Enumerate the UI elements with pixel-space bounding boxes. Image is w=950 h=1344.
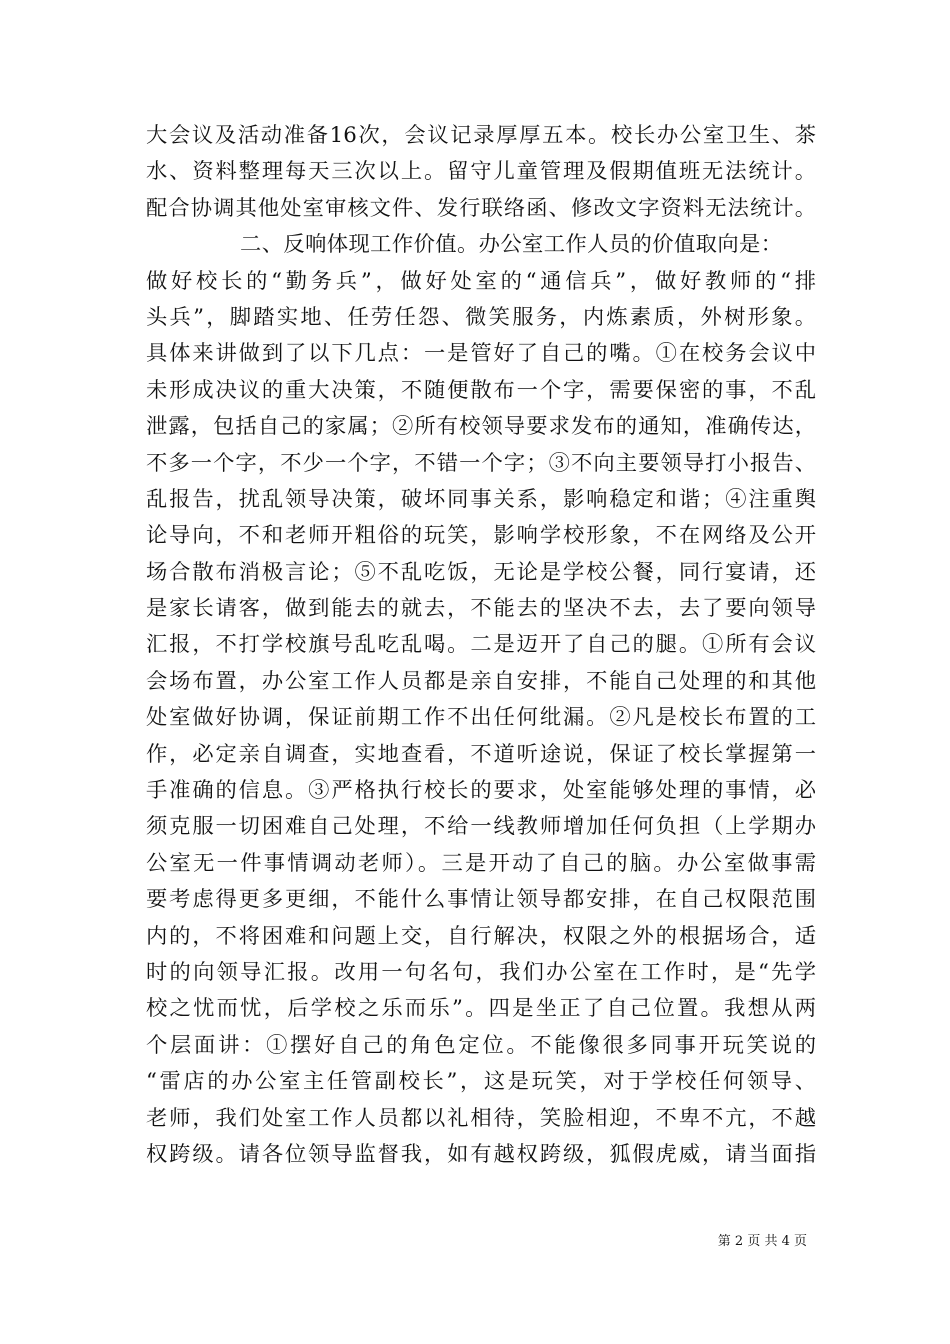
text-line: 论导向，不和老师开粗俗的玩笑，影响学校形象，不在网络及公开 <box>146 523 816 549</box>
text-line: 是家长请客，做到能去的就去，不能去的坚决不去，去了要向领导 <box>146 596 816 622</box>
text-line: 公室无一件事情调动老师）。三是开动了自己的脑。办公室做事需 <box>146 850 816 876</box>
text-line: 处室做好协调，保证前期工作不出任何纰漏。②凡是校长布置的工 <box>146 705 816 731</box>
text-line: 具体来讲做到了以下几点：一是管好了自己的嘴。①在校务会议中 <box>146 341 816 367</box>
page-number: 第 2 页 共 4 页 <box>717 1234 807 1249</box>
text-line: 头兵”，脚踏实地、任劳任怨、微笑服务，内炼素质，外树形象。 <box>146 304 816 330</box>
text-line: 权跨级。请各位领导监督我，如有越权跨级，狐假虎威，请当面指 <box>146 1141 816 1167</box>
text-line: 个层面讲：①摆好自己的角色定位。不能像很多同事开玩笑说的 <box>146 1032 816 1058</box>
text-line: 未形成决议的重大决策，不随便散布一个字，需要保密的事，不乱 <box>146 377 816 403</box>
text-line: 作，必定亲自调查，实地查看，不道听途说，保证了校长掌握第一 <box>146 741 816 767</box>
section-heading-line: 二、反响体现工作价值。办公室工作人员的价值取向是： <box>240 232 783 258</box>
text-line: 乱报告，扰乱领导决策，破坏同事关系，影响稳定和谐；④注重舆 <box>146 486 816 512</box>
text-line: 老师，我们处室工作人员都以礼相待，笑脸相迎，不卑不亢，不越 <box>146 1105 816 1131</box>
text-line: 要考虑得更多更细，不能什么事情让领导都安排，在自己权限范围 <box>146 887 816 913</box>
text-line: 不多一个字，不少一个字，不错一个字；③不向主要领导打小报告、 <box>146 450 816 476</box>
text-line: 内的，不将困难和问题上交，自行解决，权限之外的根据场合，适 <box>146 923 816 949</box>
body-text <box>146 118 816 1173</box>
text-line: 校之忧而忧，后学校之乐而乐”。四是坐正了自己位置。我想从两 <box>146 996 816 1022</box>
text-line: “雷店的办公室主任管副校长”，这是玩笑，对于学校任何领导、 <box>146 1069 816 1095</box>
text-line: 时的向领导汇报。改用一句名句，我们办公室在工作时，是“先学 <box>146 959 816 985</box>
text-line: 场合散布消极言论；⑤不乱吃饭，无论是学校公餐，同行宴请，还 <box>146 559 816 585</box>
text-line: 汇报，不打学校旗号乱吃乱喝。二是迈开了自己的腿。①所有会议 <box>146 632 816 658</box>
text-line: 手准确的信息。③严格执行校长的要求，处室能够处理的事情，必 <box>146 778 816 804</box>
text-line: 配合协调其他处室审核文件、发行联络函、修改文字资料无法统计。 <box>146 195 816 221</box>
text-line: 会场布置，办公室工作人员都是亲自安排，不能自己处理的和其他 <box>146 668 816 694</box>
text-line: 须克服一切困难自己处理，不给一线教师增加任何负担（上学期办 <box>146 814 816 840</box>
text-line: 水、资料整理每天三次以上。留守儿童管理及假期值班无法统计。 <box>146 159 816 185</box>
text-line: 大会议及活动准备16次，会议记录厚厚五本。校长办公室卫生、茶 <box>146 123 816 148</box>
text-line: 泄露，包括自己的家属；②所有校领导要求发布的通知，准确传达， <box>146 414 816 440</box>
text-line: 做好校长的“勤务兵”，做好处室的“通信兵”，做好教师的“排 <box>146 268 816 294</box>
